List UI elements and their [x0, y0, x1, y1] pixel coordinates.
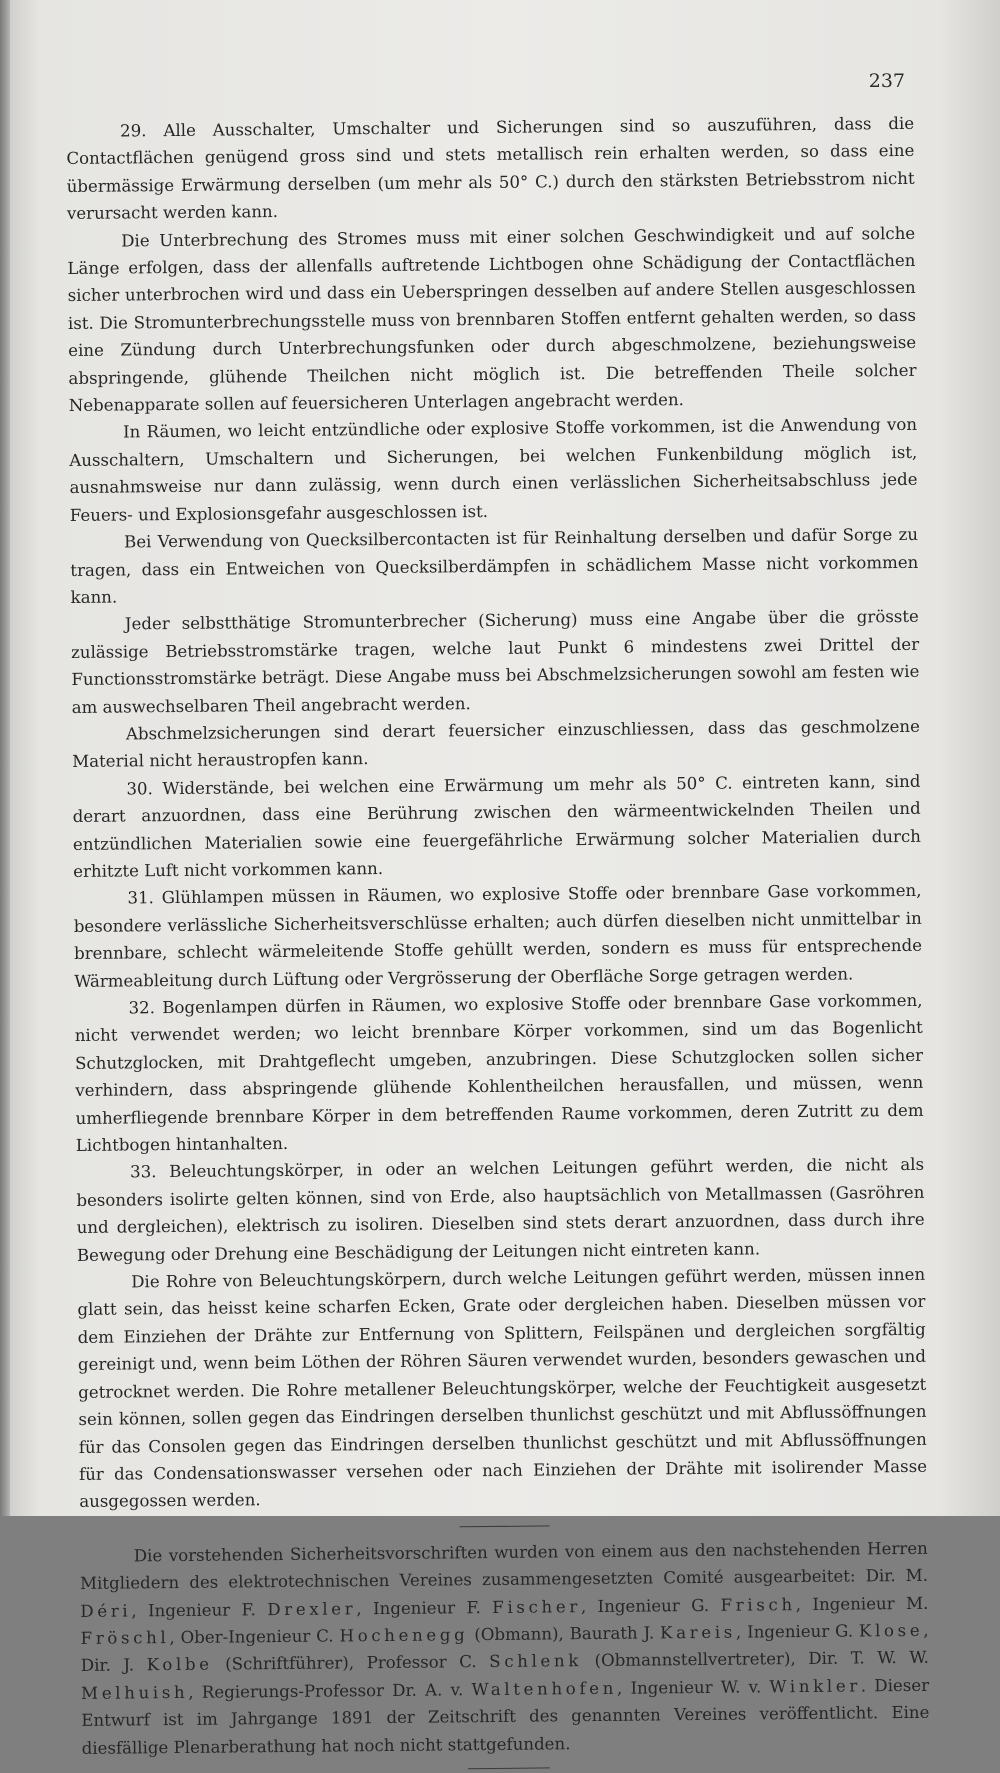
closing-text: , Ingenieur W. v.	[616, 1677, 770, 1698]
closing-text: , Dir. J.	[80, 1620, 929, 1676]
member-name: Drexler	[267, 1598, 357, 1619]
closing-text: , Ingenieur G.	[735, 1621, 860, 1642]
closing-text: Die vorstehenden Sicherheitsvorschriften wurden von einem aus den nachstehenden Herren Mitgliedern des elektrotechnischen Vereines zusammengesetzten Comité ausgearbeitet: Dir. M.	[79, 1538, 929, 1594]
member-name: Melhuish	[81, 1682, 189, 1703]
page-number: 237	[868, 70, 905, 92]
closing-text: , Ober-Ingenieur C.	[169, 1626, 340, 1648]
closing-text: , Regierungs-Professor Dr. A. v.	[188, 1679, 472, 1702]
closing-text: , Ingenieur G.	[580, 1595, 721, 1616]
member-name: Klose	[858, 1620, 924, 1641]
section-divider	[460, 1525, 550, 1527]
paragraph-29: 29. Alle Ausschalter, Umschalter und Sicherungen sind so auszuführen, dass die Contactflächen genügend gross sind und stets metallisch rein erhalten werden, so dass eine übermässige Erwärmung derselben (um mehr als 50° C.) durch den stärksten Betriebsstrom nicht verursacht werden kann.	[66, 113, 915, 224]
paragraph-fuse-enclosure: Abschmelzsicherungen sind derart feuersicher einzuschliessen, dass das geschmolzene Material nicht heraustropfen kann.	[72, 716, 920, 772]
paragraph-automatic-breaker: Jeder selbstthätige Stromunterbrecher (Sicherung) muss eine Angabe über die grösste zulässige Betriebsstromstärke tragen, welche laut Punkt 6 mindestens zwei Drittel der Functionsstromstärke beträgt. Diese Angabe muss bei Abschmelzsicherungen sowohl am festen wie am auswechselbaren Theil angebracht werden.	[71, 607, 920, 717]
closing-paragraph	[80, 1535, 930, 1762]
paragraph-lamp-tubes: Die Rohre von Beleuchtungskörpern, durch welche Leitungen geführt werden, müssen innen glatt sein, das heisst keine scharfen Ecken, Grate oder dergleichen haben. Dieselben müssen vor dem Einziehen der Drähte zur Entfernung von Splittern, Feilspänen und dergleichen sorgfältig gereinigt und, wenn beim Löthen der Röhren Säuren verwendet wurden, besonders gewaschen und getrocknet werden. Die Rohre metallener Beleuchtungskörper, welche der Feuchtigkeit ausgesetzt sein können, sollen gegen das Eindringen derselben thunlichst geschützt und mit Abflussöffnungen für das Consolen gegen das Eindringen derselben thunlichst geschützt und mit Abflussöffnungen für das Condensationswasser versehen oder nach Einziehen der Drähte mit isolirender Masse ausgegossen werden.	[77, 1264, 928, 1512]
closing-text: (Schriftführer), Professor C.	[212, 1652, 490, 1675]
member-name: Déri	[80, 1600, 132, 1621]
closing-text: , Ingenieur M.	[795, 1593, 929, 1614]
member-name: Hochenegg	[339, 1625, 469, 1646]
body-text	[66, 110, 930, 1773]
member-name: Schlenk	[489, 1651, 583, 1672]
paragraph-30: 30. Widerstände, bei welchen eine Erwärmung um mehr als 50° C. eintreten kann, sind derart anzuordnen, dass eine Berührung zwischen den wärmeentwickelnden Theilen und entzündlichen Materialien sowie eine feuergefährliche Erwärmung solcher Materialien durch erhitzte Luft nicht vorkommen kann.	[72, 771, 922, 881]
member-name: Winkler	[769, 1676, 861, 1697]
closing-text: (Obmannstellvertreter), Dir. T. W. W.	[581, 1648, 929, 1671]
page-edge-shadow	[0, 0, 10, 1516]
paragraph-mercury-contacts: Bei Verwendung von Quecksilbercontacten ist für Reinhaltung derselben und dafür Sorge zu tragen, dass ein Entweichen von Quecksilberdämpfen in schädlichem Masse nicht vorkommen kann.	[70, 524, 919, 607]
member-name: Fröschl	[80, 1628, 170, 1648]
closing-text: . Dieser Entwurf ist im Jahrgange 1891 der Zeitschrift des genannten Vereines veröffentlicht. Eine diesfällige Plenarberathung hat noch nicht stattgefunden.	[81, 1675, 930, 1758]
member-name: Frisch	[720, 1594, 796, 1615]
closing-text: , Ingenieur F.	[356, 1597, 493, 1618]
paragraph-33: 33. Beleuchtungskörper, in oder an welchen Leitungen geführt werden, die nicht als besonders isolirte gelten können, sind von Erde, also hauptsächlich von Metallmassen (Gasröhren und dergleichen), elektrisch zu isoliren. Dieselben sind stets derart anzuordnen, dass durch ihre Bewegung oder Drehung eine Beschädigung der Leitungen nicht eintreten kann.	[76, 1155, 925, 1265]
closing-text: (Obmann), Baurath J.	[468, 1623, 661, 1645]
closing-text: , Ingenieur F.	[131, 1599, 268, 1620]
paragraph-explosive-rooms: In Räumen, wo leicht entzündliche oder explosive Stoffe vorkommen, ist die Anwendung von Ausschaltern, Umschaltern und Sicherungen, bei welchen Funkenbildung möglich ist, ausnahmsweise nur dann zulässig, wenn durch einen verlässlichen Sicherheitsabschluss jede Feuers- und Explosionsgefahr ausgeschlossen ist.	[69, 415, 918, 525]
member-name: Waltenhofen	[471, 1678, 618, 1699]
end-divider	[468, 1767, 550, 1769]
paragraph-31: 31. Glühlampen müssen in Räumen, wo explosive Stoffe oder brennbare Gase vorkommen, besondere verlässliche Sicherheitsverschlüsse erhalten; auch dürfen dieselben nicht unmittelbar in brennbare, schlecht wärmeleitende Stoffe gehüllt werden, sondern es muss für entsprechende Wärmeableitung durch Lüftung oder Vergrösserung der Oberfläche Sorge getragen werden.	[73, 881, 923, 991]
member-name: Fischer	[492, 1596, 581, 1617]
member-name: Kolbe	[146, 1655, 213, 1675]
paragraph-32: 32. Bogenlampen dürfen in Räumen, wo explosive Stoffe oder brennbare Gase vorkommen, nicht verwendet werden; wo leicht brennbare Körper vorkommen, sind um das Bogenlicht Schutzglocken, mit Drahtgeflecht umgeben, anzubringen. Diese Schutzglocken sollen sicher verhindern, dass abspringende glühende Kohlentheilchen herausfallen, und müssen, wenn umherfliegende brennbare Körper in dem betreffenden Raume vorkommen, deren Zutritt zu dem Lichtbogen hintanhalten.	[74, 990, 924, 1155]
paragraph-interruption: Die Unterbrechung des Stromes muss mit einer solchen Geschwindigkeit und auf solche Länge erfolgen, dass der allenfalls auftretende Lichtbogen ohne Schädigung der Contactflächen sicher unterbrochen wird und dass ein Ueberspringen desselben auf andere Stellen ausgeschlossen ist. Die Stromunterbrechungsstelle muss von brennbaren Stoffen entfernt gehalten werden, so dass eine Zündung durch Unterbrechungsfunken oder durch abgeschmolzene, beziehungsweise abspringende, glühende Theilchen nicht möglich ist. Die betreffenden Theile solcher Nebenapparate sollen auf feuersicheren Unterlagen angebracht werden.	[67, 223, 917, 416]
member-name: Kareis	[660, 1622, 736, 1643]
